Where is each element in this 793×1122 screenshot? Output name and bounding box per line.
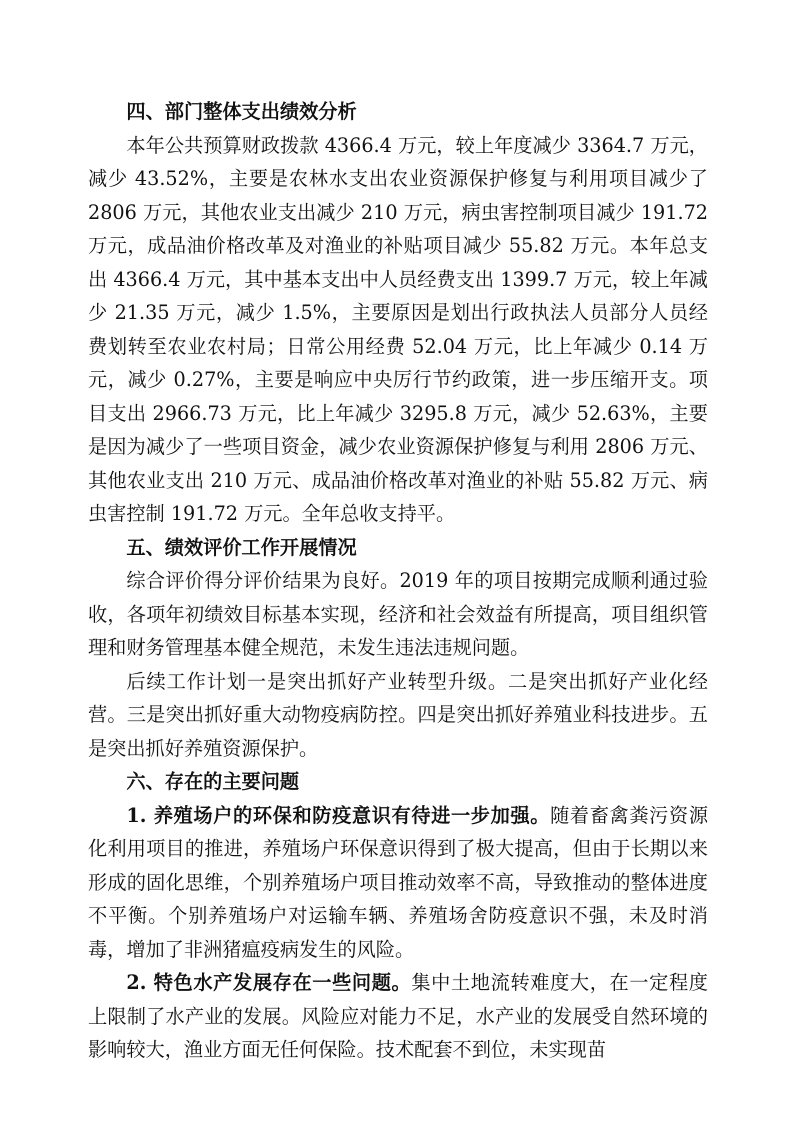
section-6-item-1-text: 随着畜禽粪污资源化利用项目的推进，养殖场户环保意识得到了极大提高，但由于长期以来形成的固化思维，个别养殖场户项目推动效率不高，导致推动的整体进度不平衡。个别养殖场户对运输车辆、养殖场舍防疫意识不强，未及时消毒，增加了非洲猪瘟疫病发生的风险。: [88, 803, 709, 961]
section-heading-5: 五、绩效评价工作开展情况: [126, 535, 357, 559]
section-6-item-1-title: 1. 养殖场户的环保和防疫意识有待进一步加强。: [126, 803, 551, 827]
section-6-item-2-title: 2. 特色水产发展存在一些问题。: [126, 971, 412, 994]
section-heading-6: 六、存在的主要问题: [126, 770, 300, 793]
section-6-item-2: [88, 966, 708, 1067]
document-body: [88, 95, 708, 1067]
section-6-item-1: [88, 799, 708, 967]
section-5-paragraph-2: 后续工作计划一是突出抓好产业转型升级。二是突出抓好产业化经营。三是突出抓好重大动物疫病防控。四是突出抓好养殖业科技进步。五是突出抓好养殖资源保护。: [88, 669, 708, 760]
section-6-item-2-text: 集中土地流转难度大，在一定程度上限制了水产业的发展。风险应对能力不足，水产业的发展受自然环境的影响较大，渔业方面无任何保险。技术配套不到位，未实现苗: [88, 971, 708, 1061]
section-4-paragraph-1: 本年公共预算财政拨款 4366.4 万元，较上年度减少 3364.7 万元，减少 43.52%，主要是农林水支出农业资源保护修复与利用项目减少了 2806 万元，其他农业支出减少 210 万元，病虫害控制项目减少 191.72 万元，成品油价格改革及对渔业的补贴项目减少 55.82 万元。本年总支出 4366.4 万元，其中基本支出中人员经费支出 1399.7 万元，较上年减少 21.35 万元，减少 1.5%，主要原因是划出行政执法人员部分人员经费划转至农业农村局；日常公用经费 52.04 万元，比上年减少 0.14 万元，减少 0.27%，主要是响应中央厉行节约政策，进一步压缩开支。项目支出 2966.73 万元，比上年减少 3295.8 万元，减少 52.63%，主要是因为减少了一些项目资金，减少农业资源保护修复与利用 2806 万元、其他农业支出 210 万元、成品油价格改革对渔业的补贴 55.82 万元、病虫害控制 191.72 万元。全年总收支持平。: [88, 133, 708, 525]
section-5-paragraph-1: 综合评价得分评价结果为良好。2019 年的项目按期完成顺利通过验收，各项年初绩效目标基本实现，经济和社会效益有所提高，项目组织管理和财务管理基本健全规范，未发生违法违规问题。: [88, 569, 708, 659]
section-heading-4: 四、部门整体支出绩效分析: [126, 100, 357, 123]
